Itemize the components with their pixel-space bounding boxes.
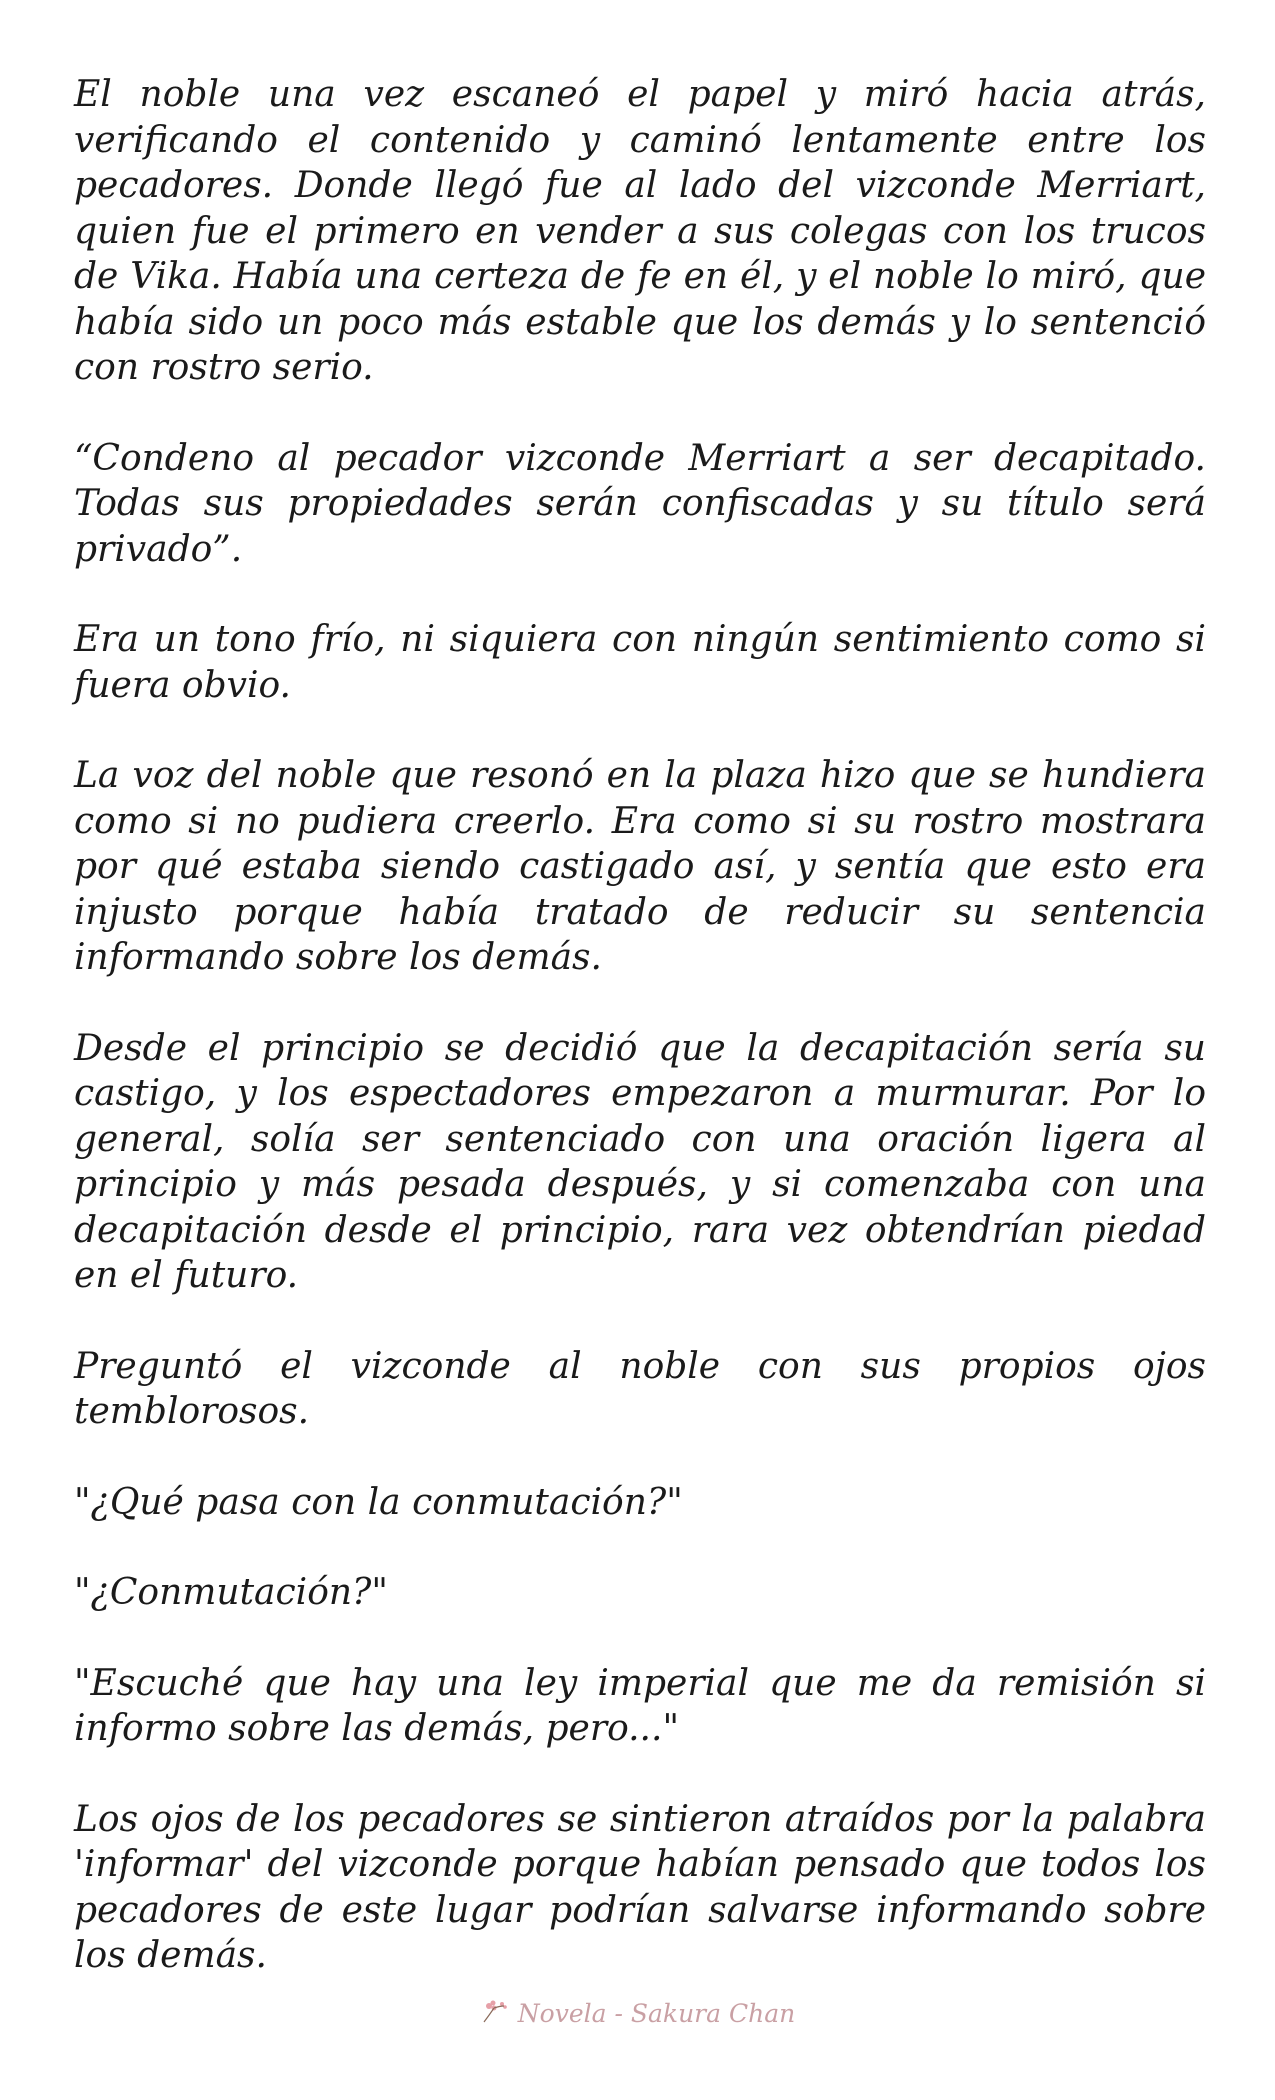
sakura-flower-icon (480, 1998, 512, 2026)
paragraph-10: Los ojos de los pecadores se sintieron atraídos por la palabra 'informar' del vizconde porque habían pensado que todos los pecadores de este lugar podrían salvarse informando sobre los demás. (74, 1798, 1206, 1976)
paragraph-9: "Escuché que hay una ley imperial que me da remisión si informo sobre las demás, pero..." (74, 1662, 1206, 1749)
paragraph-8: "¿Conmutación?" (74, 1572, 388, 1613)
paragraph-4: La voz del noble que resonó en la plaza hizo que se hundiera como si no pudiera creerlo. Era como si su rostro mostrara por qué estaba siendo castigado así, y sentía que esto era injusto porque había tratado de reducir su sentencia informando sobre los demás. (74, 755, 1206, 978)
paragraph-6: Preguntó el vizconde al noble con sus propios ojos temblorosos. (74, 1345, 1206, 1432)
paragraph-5: Desde el principio se decidió que la decapitación sería su castigo, y los espectadores empezaron a murmurar. Por lo general, solía ser sentenciado con una oración ligera al principio y más pesada después, y si comenzaba con una decapitación desde el principio, rara vez obtendrían piedad en el futuro. (74, 1027, 1206, 1296)
watermark-text: Novela - Sakura Chan (517, 1999, 796, 2028)
paragraph-3: Era un tono frío, ni siquiera con ningún sentimiento como si fuera obvio. (74, 619, 1206, 706)
paragraph-1: El noble una vez escaneó el papel y miró hacia atrás, verificando el contenido y caminó lentamente entre los pecadores. Donde llegó fue al lado del vizconde Merriart, quien fue el primero en vender a sus colegas con los trucos de Vika. Había una certeza de fe en él, y el noble lo miró, que había sido un poco más estable que los demás y lo sentenció con rostro serio. (74, 74, 1206, 388)
paragraph-7: "¿Qué pasa con la conmutación?" (74, 1481, 683, 1523)
watermark (0, 1998, 1275, 2028)
document-body (74, 72, 1206, 2024)
paragraph-2: “Condeno al pecador vizconde Merriart a ser decapitado. Todas sus propiedades serán confiscadas y su título será privado”. (74, 437, 1206, 570)
